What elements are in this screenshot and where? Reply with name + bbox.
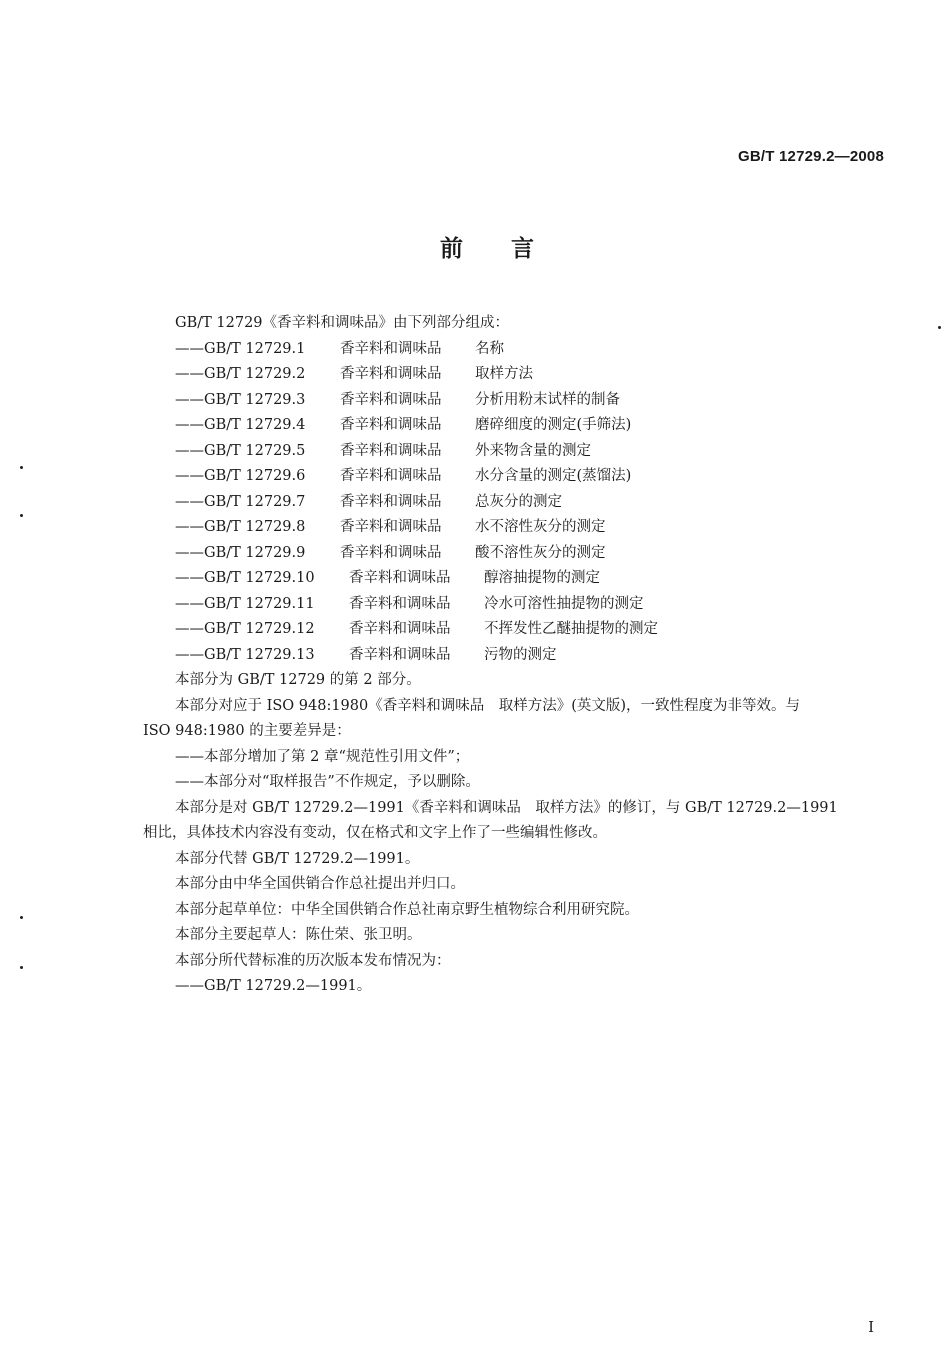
list-item [143,592,888,618]
part-series-name: 香辛料和调味品 [340,417,442,433]
list-item [143,362,888,388]
part-series-name: 香辛料和调味品 [349,621,451,637]
part-code: ——GB/T 12729.4 [175,417,306,433]
part-series-name: 香辛料和调味品 [340,442,442,459]
standard-code: GB/T 12729.2—2008 [738,148,884,165]
scan-speck [20,466,23,469]
list-item [143,464,888,490]
part-code: ——GB/T 12729.11 [175,595,315,612]
part-series-name: 香辛料和调味品 [340,544,442,561]
part-code: ——GB/T 12729.2 [175,366,306,382]
drafting-unit-paragraph: 本部分起草单位：中华全国供销合作总社南京野生植物综合利用研究院。 [175,901,639,918]
part-title: 水不溶性灰分的测定 [475,519,606,535]
part-code: ——GB/T 12729.13 [175,646,315,663]
part-code: ——GB/T 12729.12 [175,621,315,637]
part-code: ——GB/T 12729.8 [175,519,306,535]
part-series-name: 香辛料和调味品 [340,493,442,510]
part-title: 总灰分的测定 [475,493,562,510]
part-series-name: 香辛料和调味品 [349,595,451,612]
parts-list [143,337,888,669]
part-series-name: 香辛料和调味品 [340,366,442,382]
revision-paragraph-line-2: 相比，具体技术内容没有变动，仅在格式和文字上作了一些编辑性修改。 [143,825,607,841]
part-title: 酸不溶性灰分的测定 [475,544,606,561]
scan-speck [20,916,23,919]
part-code: ——GB/T 12729.5 [175,442,306,459]
page-title: 前言 [440,235,582,262]
list-item [143,566,888,592]
part-series-name: 香辛料和调味品 [340,391,442,408]
intro-paragraph: GB/T 12729《香辛料和调味品》由下列部分组成： [175,315,510,331]
list-item [143,515,888,541]
iso-paragraph-line-2: ISO 948:1980 的主要差异是： [143,723,351,739]
list-item [143,643,888,669]
replaces-paragraph: 本部分代替 GB/T 12729.2—1991。 [175,850,420,867]
list-item [143,413,888,439]
part-title: 外来物含量的测定 [475,442,591,459]
part-title: 冷水可溶性抽提物的测定 [484,595,644,612]
part-title: 水分含量的测定(蒸馏法) [475,468,632,484]
list-item [143,490,888,516]
part-of-paragraph: 本部分为 GB/T 12729 的第 2 部分。 [175,672,421,688]
proposed-paragraph: 本部分由中华全国供销合作总社提出并归口。 [175,876,465,892]
part-code: ——GB/T 12729.10 [175,570,315,586]
list-item [143,337,888,363]
part-series-name: 香辛料和调味品 [349,570,451,586]
list-item [143,388,888,414]
part-code: ——GB/T 12729.1 [175,340,306,357]
history-paragraph: 本部分所代替标准的历次版本发布情况为： [175,952,451,969]
part-title: 磨碎细度的测定(手筛法) [475,417,632,433]
part-series-name: 香辛料和调味品 [340,519,442,535]
part-series-name: 香辛料和调味品 [340,468,442,484]
list-item [143,617,888,643]
part-title: 醇溶抽提物的测定 [484,570,600,586]
scan-speck [938,326,941,329]
part-code: ——GB/T 12729.9 [175,544,306,561]
part-series-name: 香辛料和调味品 [340,340,442,357]
list-item [143,439,888,465]
part-title: 取样方法 [475,366,533,382]
page-number: I [868,1318,874,1336]
part-series-name: 香辛料和调味品 [349,646,451,663]
scan-speck [20,514,23,517]
difference-item: ——本部分增加了第 2 章“规范性引用文件”； [175,748,470,765]
foreword-body [143,311,888,1000]
drafters-paragraph: 本部分主要起草人：陈仕荣、张卫明。 [175,927,422,943]
part-title: 不挥发性乙醚抽提物的测定 [484,621,658,637]
revision-paragraph-line-1: 本部分是对 GB/T 12729.2—1991《香辛料和调味品 取样方法》的修订，与 GB/T 12729.2—1991 [175,799,838,816]
part-code: ——GB/T 12729.7 [175,493,306,510]
iso-paragraph-line-1: 本部分对应于 ISO 948:1980《香辛料和调味品 取样方法》(英文版)，一致性程度为非等效。与 [175,697,801,714]
history-item: ——GB/T 12729.2—1991。 [175,978,372,994]
part-title: 名称 [475,340,504,357]
part-code: ——GB/T 12729.3 [175,391,306,408]
part-title: 分析用粉末试样的制备 [475,391,620,408]
scan-speck [20,966,23,969]
part-title: 污物的测定 [484,646,557,663]
part-code: ——GB/T 12729.6 [175,468,306,484]
difference-item: ——本部分对“取样报告”不作规定，予以删除。 [175,774,480,790]
list-item [143,541,888,567]
